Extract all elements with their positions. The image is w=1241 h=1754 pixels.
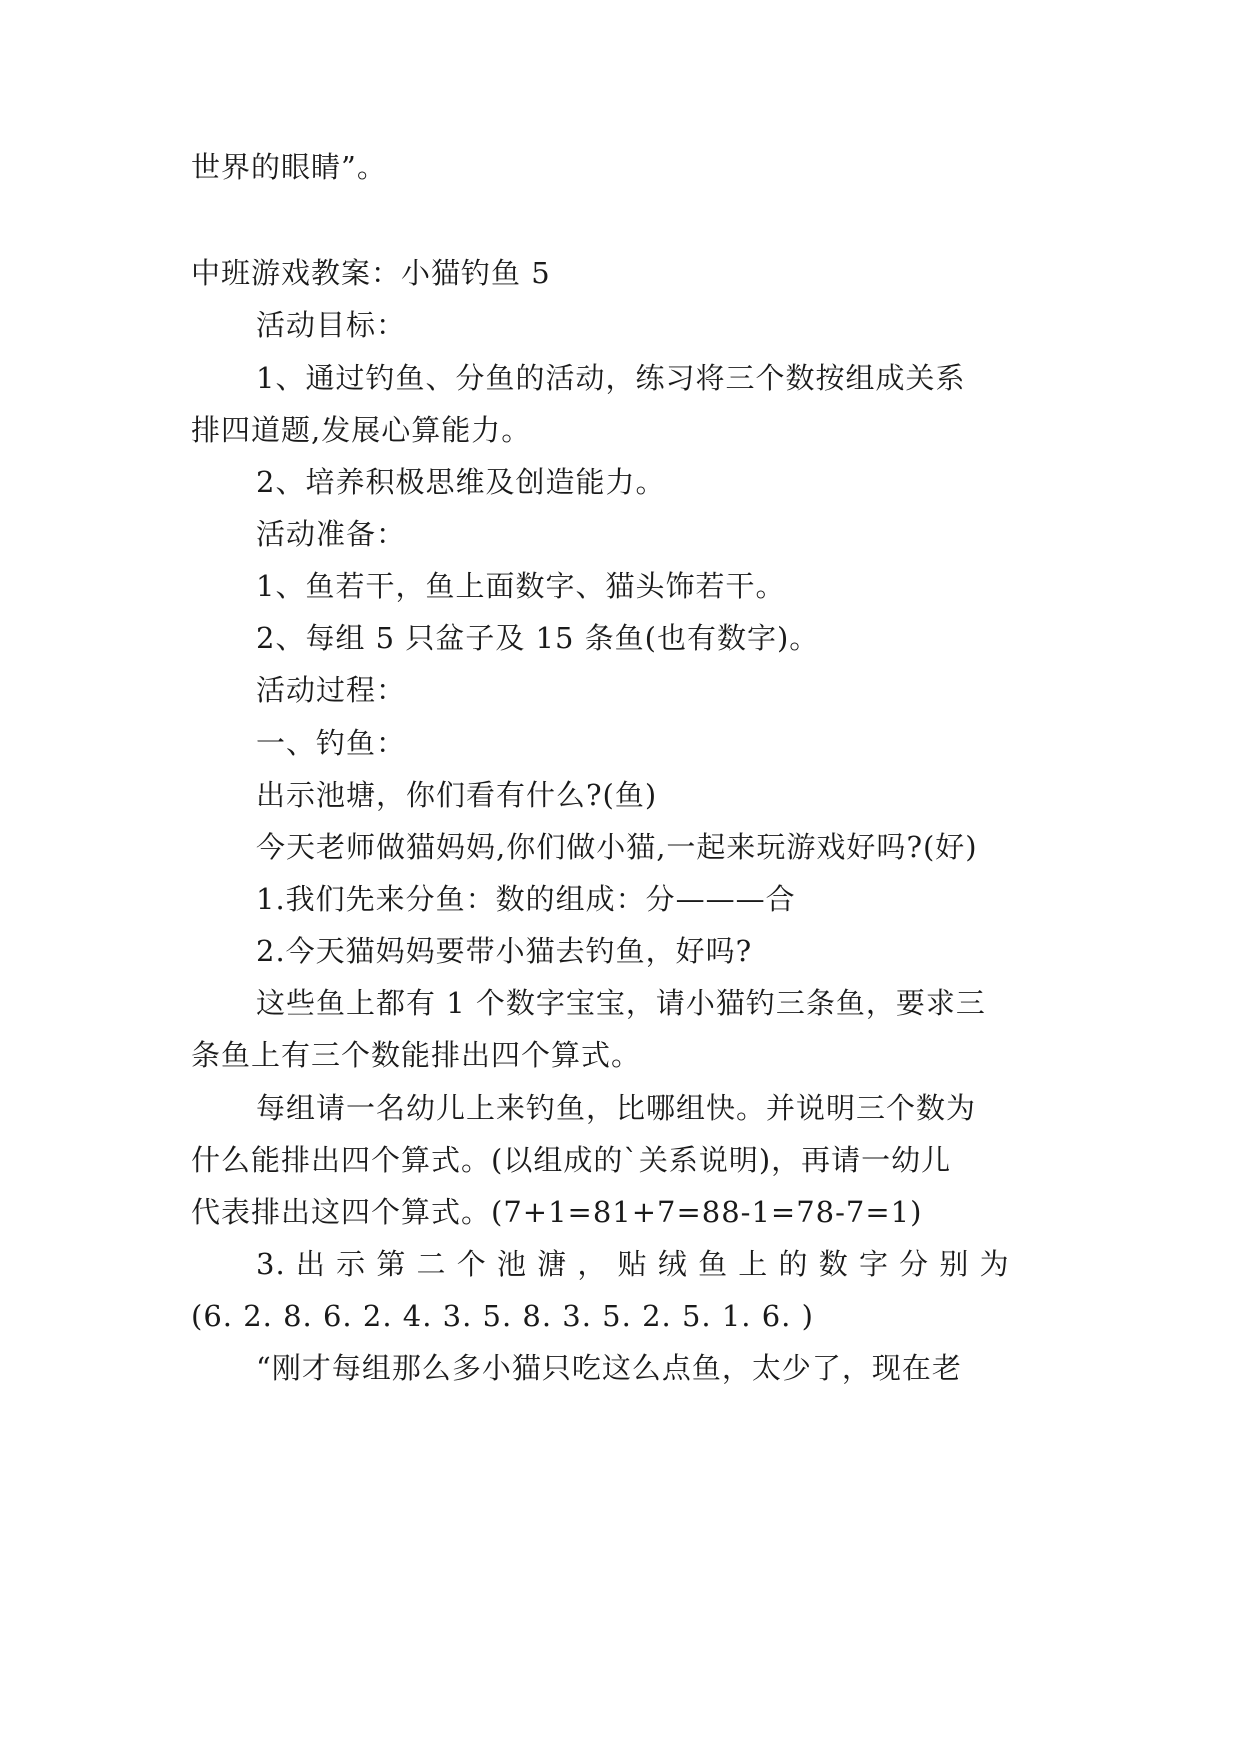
text-line: (6. 2. 8. 6. 2. 4. 3. 5. 8. 3. 5. 2. 5. 1. 6. ) bbox=[191, 1299, 814, 1333]
text-line: 一、钓鱼： bbox=[256, 726, 407, 760]
text-line: 2、培养积极思维及创造能力。 bbox=[256, 465, 666, 499]
text-line: 1、通过钓鱼、分鱼的活动，练习将三个数按组成关系 bbox=[256, 361, 966, 395]
text-line: 这些鱼上都有 1 个数字宝宝，请小猫钓三条鱼，要求三 bbox=[256, 986, 986, 1020]
text-line: 出示池塘，你们看有什么?(鱼) bbox=[256, 778, 658, 812]
text-line: 活动准备： bbox=[256, 517, 407, 551]
text-line: 活动目标： bbox=[256, 308, 407, 342]
text-line: 世界的眼睛”。 bbox=[191, 150, 387, 184]
text-line: 活动过程： bbox=[256, 673, 407, 707]
text-line: 2、每组 5 只盆子及 15 条鱼(也有数字)。 bbox=[256, 621, 820, 655]
text-line: 1.我们先来分鱼：数的组成：分———合 bbox=[256, 882, 796, 916]
text-line: 3. 出 示 第 二 个 池 溏 ， 贴 绒 鱼 上 的 数 字 分 别 为 bbox=[256, 1247, 1010, 1281]
text-line: “刚才每组那么多小猫只吃这么点鱼，太少了，现在老 bbox=[256, 1351, 962, 1385]
text-line: 排四道题,发展心算能力。 bbox=[191, 413, 532, 447]
section-heading: 中班游戏教案：小猫钓鱼 5 bbox=[191, 256, 551, 290]
text-line: 代表排出这四个算式。(7+1=81+7=88-1=78-7=1) bbox=[191, 1195, 923, 1229]
text-line: 2.今天猫妈妈要带小猫去钓鱼，好吗? bbox=[256, 934, 753, 968]
text-line: 今天老师做猫妈妈,你们做小猫,一起来玩游戏好吗?(好) bbox=[256, 830, 978, 864]
text-line: 1、鱼若干，鱼上面数字、猫头饰若干。 bbox=[256, 569, 786, 603]
text-line: 条鱼上有三个数能排出四个算式。 bbox=[191, 1038, 642, 1072]
text-line: 什么能排出四个算式。(以组成的`关系说明)，再请一幼儿 bbox=[191, 1143, 952, 1177]
text-line: 每组请一名幼儿上来钓鱼，比哪组快。并说明三个数为 bbox=[256, 1091, 977, 1125]
